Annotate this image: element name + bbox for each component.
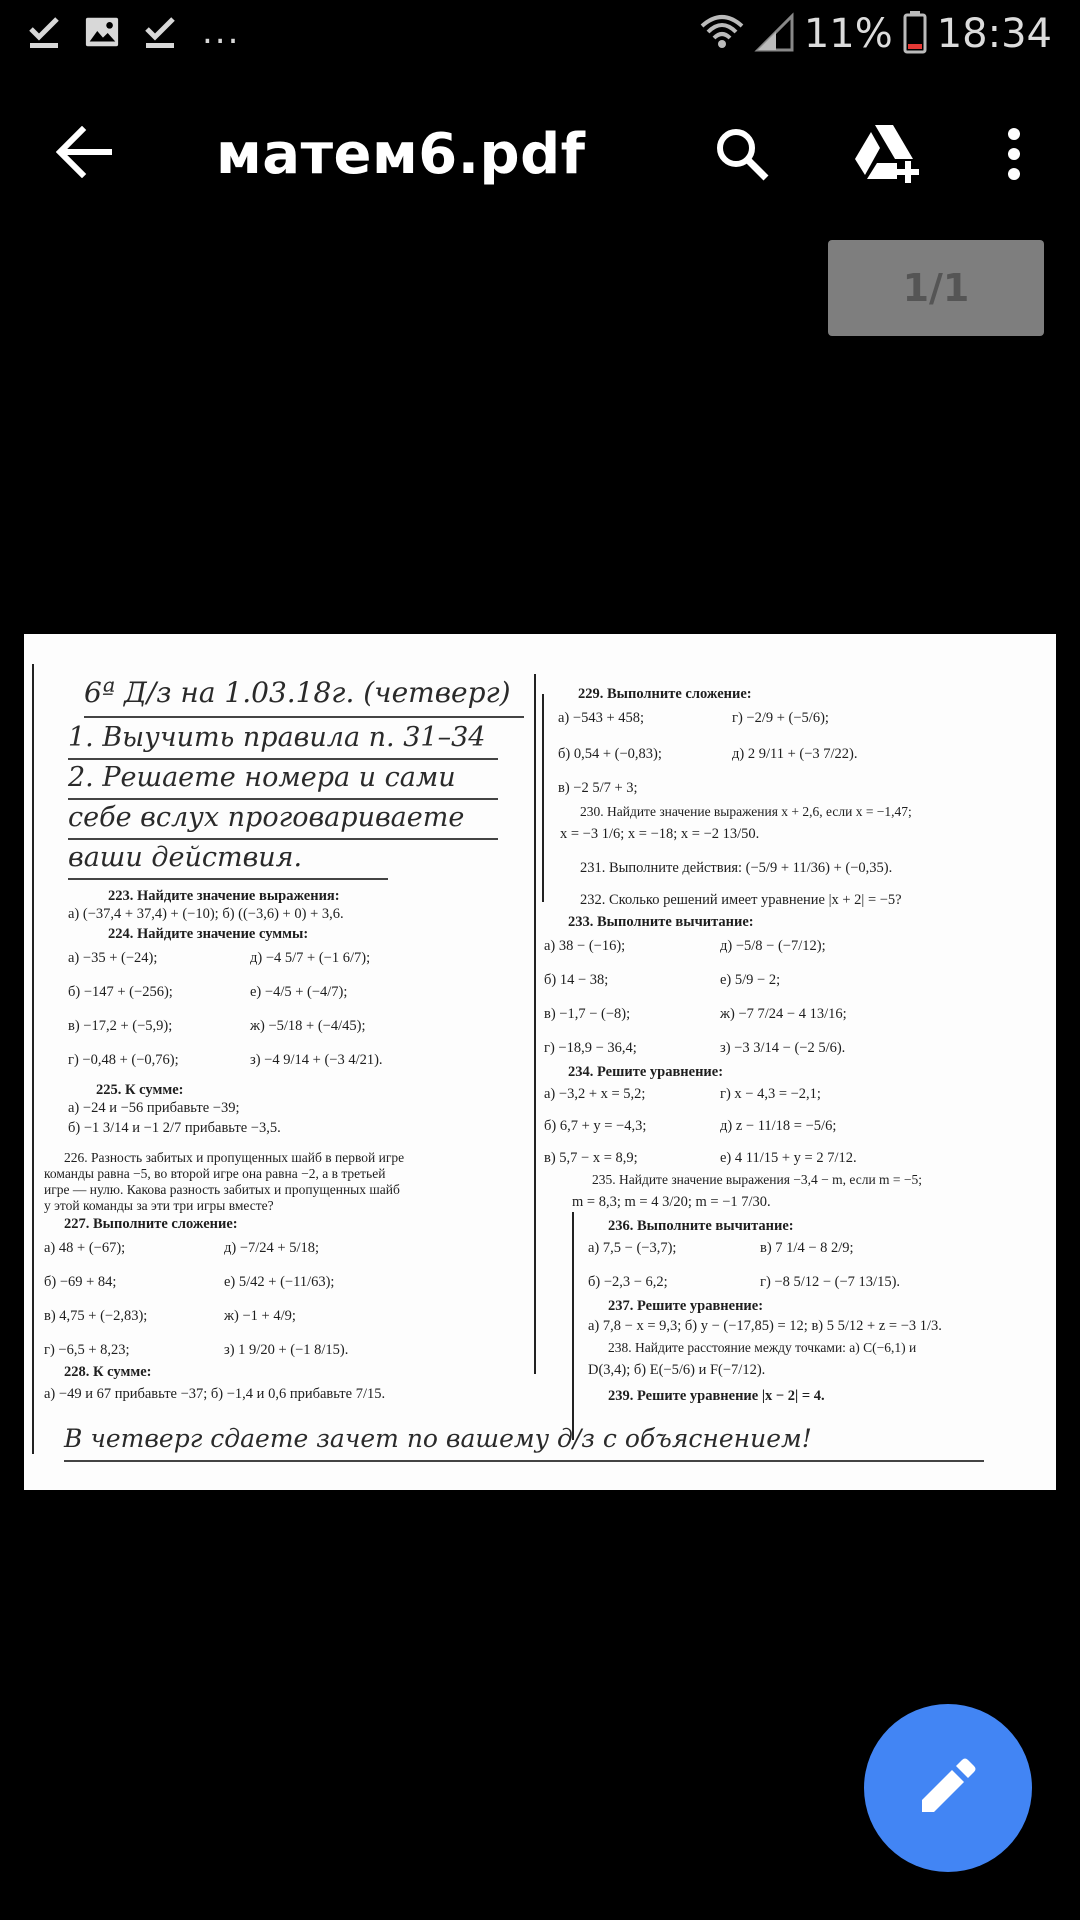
handwritten-line: ваши действия. (68, 842, 303, 873)
underline (84, 716, 524, 718)
exercise-line: а) 7,8 − x = 9,3; б) y − (−17,85) = 12; в) 5 5/12 + z = −3 1/3. (588, 1318, 942, 1334)
exercise-line: б) −1 3/14 и −1 2/7 прибавьте −3,5. (68, 1120, 281, 1136)
exercise-line: x = −3 1/6; x = −18; x = −2 13/50. (560, 826, 760, 842)
back-arrow-icon (56, 126, 112, 182)
exercise-line: а) −3,2 + x = 5,2; (544, 1086, 646, 1102)
exercise-line: г) −2/9 + (−5/6); (732, 710, 829, 726)
exercise-heading: 233. Выполните вычитание: (568, 914, 754, 930)
exercise-line: е) 5/42 + (−11/63); (224, 1274, 335, 1290)
handwritten-line: 1. Выучить правила п. 31–34 (68, 722, 486, 753)
exercise-line: а) 38 − (−16); (544, 938, 626, 954)
page-indicator (828, 240, 1044, 336)
handwritten-line: 2. Решаете номера и сами (68, 762, 456, 793)
exercise-line: е) 5/9 − 2; (720, 972, 781, 988)
problem-text: команды равна −5, во второй игре она равна −2, а в третьей (44, 1166, 386, 1181)
exercise-line: в) −1,7 − (−8); (544, 1006, 631, 1022)
exercise-heading: 239. Решите уравнение |x − 2| = 4. (608, 1388, 825, 1404)
exercise-heading: 234. Решите уравнение: (568, 1064, 724, 1080)
column-divider (534, 674, 536, 1374)
exercise-line: 231. Выполните действия: (−5/9 + 11/36) + (−0,35). (580, 860, 893, 876)
exercise-heading: 237. Решите уравнение: (608, 1298, 764, 1314)
underline (68, 838, 498, 840)
exercise-line: а) (−37,4 + 37,4) + (−10); б) ((−3,6) + 0) + 3,6. (68, 906, 344, 922)
exercise-line: б) 6,7 + y = −4,3; (544, 1118, 647, 1134)
bracket-line (572, 1212, 574, 1440)
exercise-line: б) 0,54 + (−0,83); (558, 746, 662, 762)
problem-text: 226. Разность забитых и пропущенных шайб в первой игре (64, 1150, 405, 1165)
exercise-line: д) −4 5/7 + (−1 6/7); (250, 950, 371, 966)
exercise-line: а) 48 + (−67); (44, 1240, 126, 1256)
exercise-line: б) −147 + (−256); (68, 984, 173, 1000)
search-icon (714, 126, 770, 186)
exercise-line: д) z − 11/18 = −5/6; (720, 1118, 837, 1134)
exercise-line: 238. Найдите расстояние между точками: а) C(−6,1) и (608, 1340, 917, 1355)
more-vert-icon (1006, 128, 1022, 184)
page-left-border (32, 664, 34, 1454)
more-notifications-dots: ... (202, 12, 241, 52)
more-options-button[interactable] (996, 124, 1032, 188)
drive-add-icon (853, 123, 923, 189)
exercise-heading: 229. Выполните сложение: (578, 686, 752, 702)
exercise-line: а) −35 + (−24); (68, 950, 158, 966)
bracket-line (542, 694, 544, 902)
clock: 18:34 (936, 11, 1052, 57)
exercise-line: 232. Сколько решений имеет уравнение |x + 2| = −5? (580, 892, 902, 908)
exercise-line: з) −3 3/14 − (−2 5/6). (720, 1040, 846, 1056)
exercise-line: ж) −1 + 4/9; (224, 1308, 296, 1324)
exercise-line: з) −4 9/14 + (−3 4/21). (250, 1052, 383, 1068)
exercise-line: в) −17,2 + (−5,9); (68, 1018, 173, 1034)
exercise-heading: 228. К сумме: (64, 1364, 152, 1380)
exercise-line: m = 8,3; m = 4 3/20; m = −1 7/30. (572, 1194, 771, 1210)
underline (64, 1460, 984, 1462)
underline (68, 878, 388, 880)
exercise-line: ж) −7 7/24 − 4 13/16; (720, 1006, 847, 1022)
exercise-line: в) 7 1/4 − 8 2/9; (760, 1240, 854, 1256)
add-to-drive-button[interactable] (852, 120, 924, 192)
search-button[interactable] (710, 124, 774, 188)
edit-fab-button[interactable] (864, 1704, 1032, 1872)
edit-pencil-icon (918, 1756, 978, 1820)
exercise-line: б) 14 − 38; (544, 972, 609, 988)
signal-icon (754, 12, 794, 56)
exercise-line: D(3,4); б) E(−5/6) и F(−7/12). (588, 1362, 766, 1378)
exercise-line: 230. Найдите значение выражения x + 2,6, если x = −1,47; (580, 804, 912, 819)
exercise-line: д) −7/24 + 5/18; (224, 1240, 320, 1256)
exercise-line: в) −2 5/7 + 3; (558, 780, 638, 796)
exercise-line: а) −24 и −56 прибавьте −39; (68, 1100, 240, 1116)
exercise-line: д) 2 9/11 + (−3 7/22). (732, 746, 858, 762)
status-bar (0, 0, 1080, 76)
pdf-page[interactable] (24, 634, 1056, 1490)
handwritten-line: себе вслух проговариваете (68, 802, 465, 833)
underline (68, 798, 498, 800)
pdf-page-content (24, 634, 1056, 1490)
image-icon (84, 12, 120, 52)
exercise-line: г) −0,48 + (−0,76); (68, 1052, 179, 1068)
exercise-line: г) −18,9 − 36,4; (544, 1040, 637, 1056)
underline (68, 758, 498, 760)
handwritten-line: 6ª Д/з на 1.03.18г. (четверг) (84, 676, 511, 709)
exercise-line: г) −8 5/12 − (−7 13/15). (760, 1274, 901, 1290)
exercise-line: д) −5/8 − (−7/12); (720, 938, 826, 954)
wifi-icon (700, 12, 744, 56)
back-button[interactable] (52, 122, 116, 186)
document-title: матем6.pdf (216, 122, 586, 187)
exercise-line: а) −543 + 458; (558, 710, 645, 726)
exercise-line: г) −6,5 + 8,23; (44, 1342, 130, 1358)
exercise-line: 235. Найдите значение выражения −3,4 − m, если m = −5; (592, 1172, 923, 1187)
exercise-heading: 225. К сумме: (96, 1082, 184, 1098)
exercise-line: з) 1 9/20 + (−1 8/15). (224, 1342, 349, 1358)
battery-percent: 11% (803, 11, 893, 57)
exercise-line: б) −2,3 − 6,2; (588, 1274, 668, 1290)
exercise-line: б) −69 + 84; (44, 1274, 117, 1290)
exercise-line: г) x − 4,3 = −2,1; (720, 1086, 821, 1102)
app-bar (0, 96, 1080, 216)
problem-text: у этой команды за эти три игры вместе? (44, 1198, 274, 1213)
download-done-icon (26, 12, 62, 52)
exercise-line: е) 4 11/15 + y = 2 7/12. (720, 1150, 857, 1166)
exercise-heading: 236. Выполните вычитание: (608, 1218, 794, 1234)
exercise-heading: 224. Найдите значение суммы: (108, 926, 309, 942)
page-indicator-text: 1/1 (902, 266, 970, 310)
handwritten-footer: В четверг сдаете зачет по вашему д/з с объяснением! (64, 1424, 812, 1453)
exercise-heading: 223. Найдите значение выражения: (108, 888, 340, 904)
exercise-line: в) 5,7 − x = 8,9; (544, 1150, 638, 1166)
exercise-line: в) 4,75 + (−2,83); (44, 1308, 148, 1324)
exercise-line: е) −4/5 + (−4/7); (250, 984, 348, 1000)
problem-text: игре — нулю. Какова разность забитых и пропущенных шайб (44, 1182, 400, 1197)
exercise-line: а) 7,5 − (−3,7); (588, 1240, 677, 1256)
battery-icon (903, 10, 927, 58)
download-done-icon (142, 12, 178, 52)
exercise-heading: 227. Выполните сложение: (64, 1216, 238, 1232)
exercise-line: а) −49 и 67 прибавьте −37; б) −1,4 и 0,6 прибавьте 7/15. (44, 1386, 386, 1402)
exercise-line: ж) −5/18 + (−4/45); (250, 1018, 366, 1034)
